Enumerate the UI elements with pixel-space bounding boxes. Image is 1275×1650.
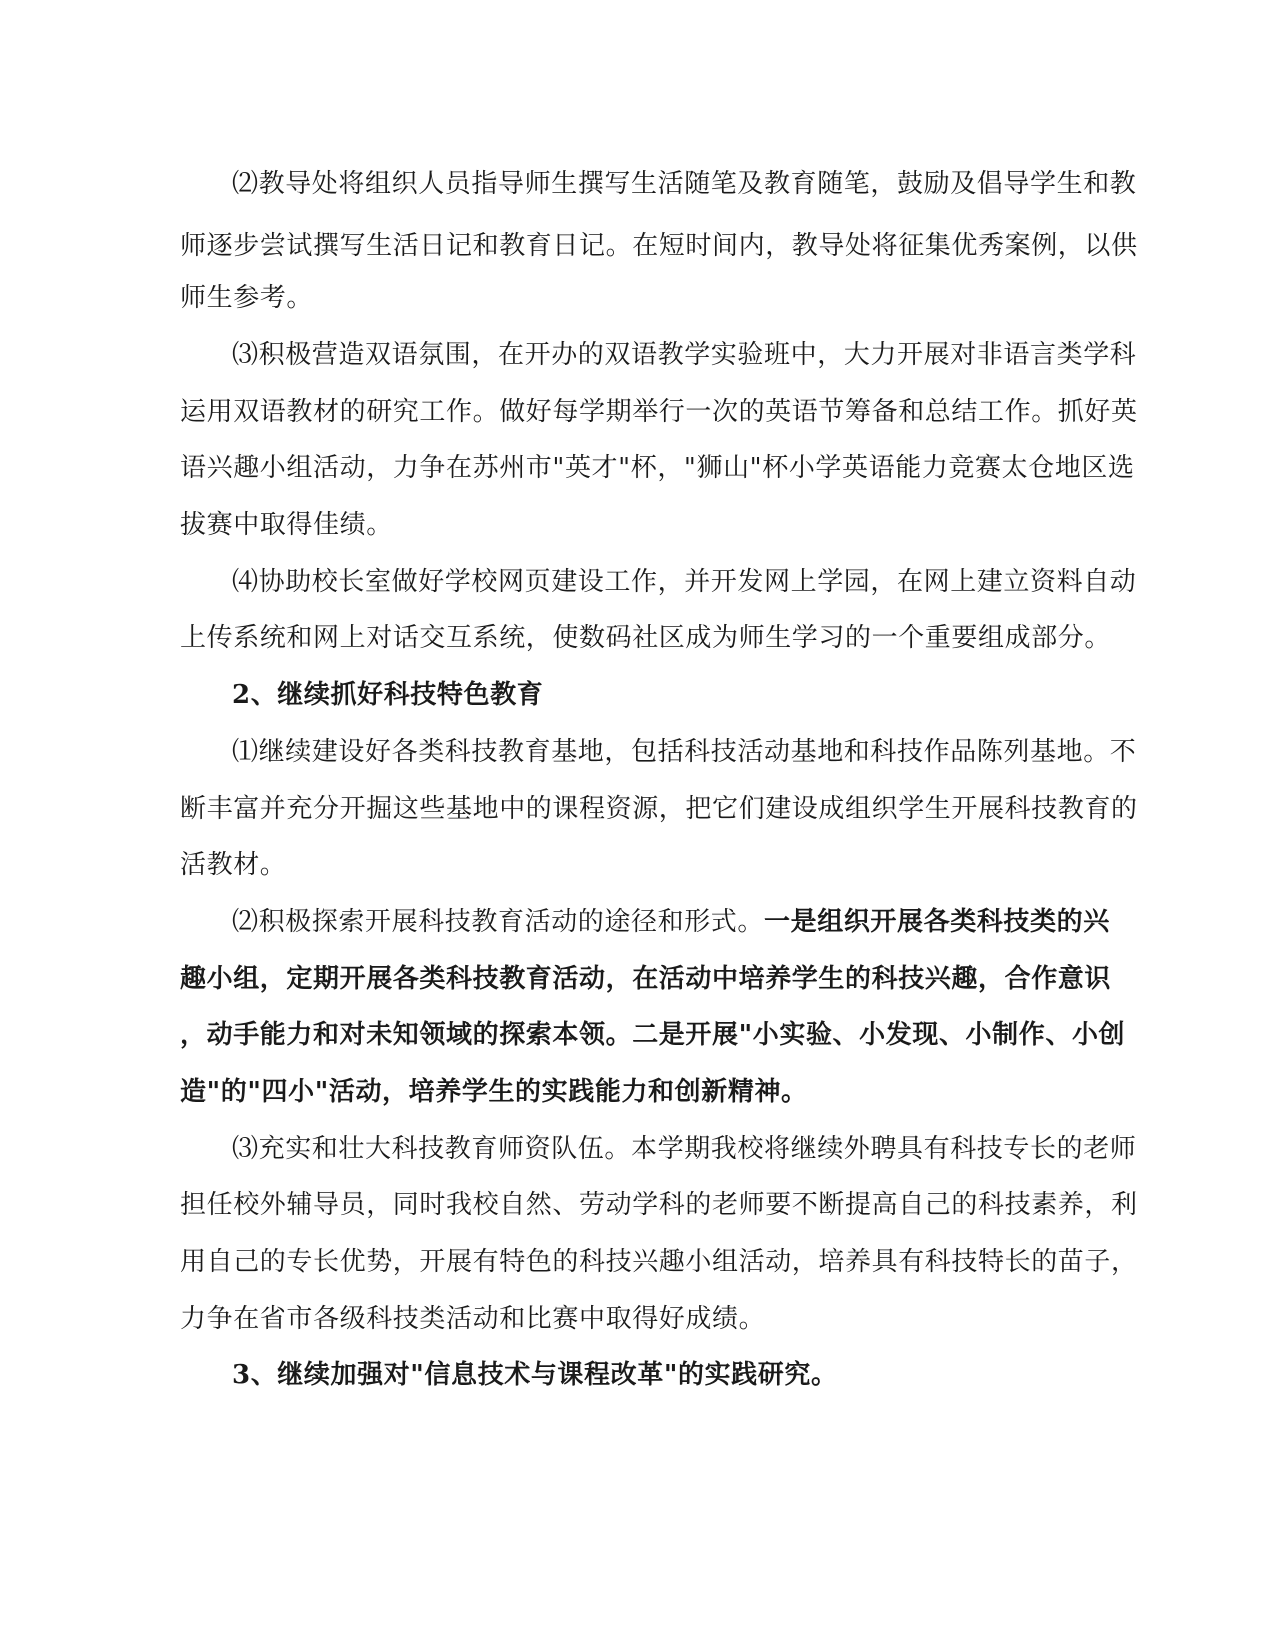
paragraph-3-line-4: 拔赛中取得佳绩。: [180, 510, 393, 540]
paragraph-s2-3-line-4: 力争在省市各级科技类活动和比赛中取得好成绩。: [180, 1304, 766, 1334]
paragraph-s2-1-line-3: 活教材。: [180, 850, 287, 880]
paragraph-s2-3-line-3: 用自己的专长优势，开展有特色的科技兴趣小组活动，培养具有科技特长的苗子，: [180, 1247, 1138, 1277]
paragraph-2-line-1: ⑵教导处将组织人员指导师生撰写生活随笔及教育随笔，鼓励及倡导学生和教: [232, 169, 1137, 199]
paragraph-4-line-1: ⑷协助校长室做好学校网页建设工作，并开发网上学园，在网上建立资料自动: [232, 567, 1137, 597]
paragraph-s2-3-line-2: 担任校外辅导员，同时我校自然、劳动学科的老师要不断提高自己的科技素养，利: [180, 1190, 1138, 1220]
paragraph-3-line-3: 语兴趣小组活动，力争在苏州市"英才"杯，"狮山"杯小学英语能力竞赛太仓地区选: [180, 453, 1135, 483]
paragraph-s2-2-line-1: [232, 905, 1132, 939]
paragraph-s2-1-line-2: 断丰富并充分开掘这些基地中的课程资源，把它们建设成组织学生开展科技教育的: [180, 794, 1138, 824]
paragraph-s2-2-line-3: ，动手能力和对未知领域的探索本领。二是开展"小实验、小发现、小制作、小创: [180, 1020, 1126, 1050]
section-heading-3: 3、继续加强对"信息技术与课程改革"的实践研究。: [232, 1360, 838, 1390]
paragraph-2-line-3: 师生参考。: [180, 283, 314, 313]
paragraph-s2-2-line-2: 趣小组，定期开展各类科技教育活动，在活动中培养学生的科技兴趣，合作意识: [180, 964, 1112, 994]
paragraph-3-line-1: ⑶积极营造双语氛围，在开办的双语教学实验班中，大力开展对非语言类学科: [232, 340, 1137, 370]
section-heading-2: 2、继续抓好科技特色教育: [232, 680, 544, 710]
paragraph-s2-2-line-4: 造"的"四小"活动，培养学生的实践能力和创新精神。: [180, 1077, 808, 1107]
paragraph-s2-3-line-1: ⑶充实和壮大科技教育师资队伍。本学期我校将继续外聘具有科技专长的老师: [232, 1134, 1137, 1164]
paragraph-4-line-2: 上传系统和网上对话交互系统，使数码社区成为师生学习的一个重要组成部分。: [180, 623, 1112, 653]
paragraph-s2-2-bold-start: 一是组织开展各类科技类的兴: [764, 907, 1110, 937]
paragraph-s2-1-line-1: ⑴继续建设好各类科技教育基地，包括科技活动基地和科技作品陈列基地。不: [232, 737, 1137, 767]
paragraph-2-line-2: 师逐步尝试撰写生活日记和教育日记。在短时间内，教导处将征集优秀案例，以供: [180, 231, 1138, 261]
paragraph-3-line-2: 运用双语教材的研究工作。做好每学期举行一次的英语节筹备和总结工作。抓好英: [180, 397, 1138, 427]
paragraph-s2-2-intro: ⑵积极探索开展科技教育活动的途径和形式。: [232, 907, 765, 937]
